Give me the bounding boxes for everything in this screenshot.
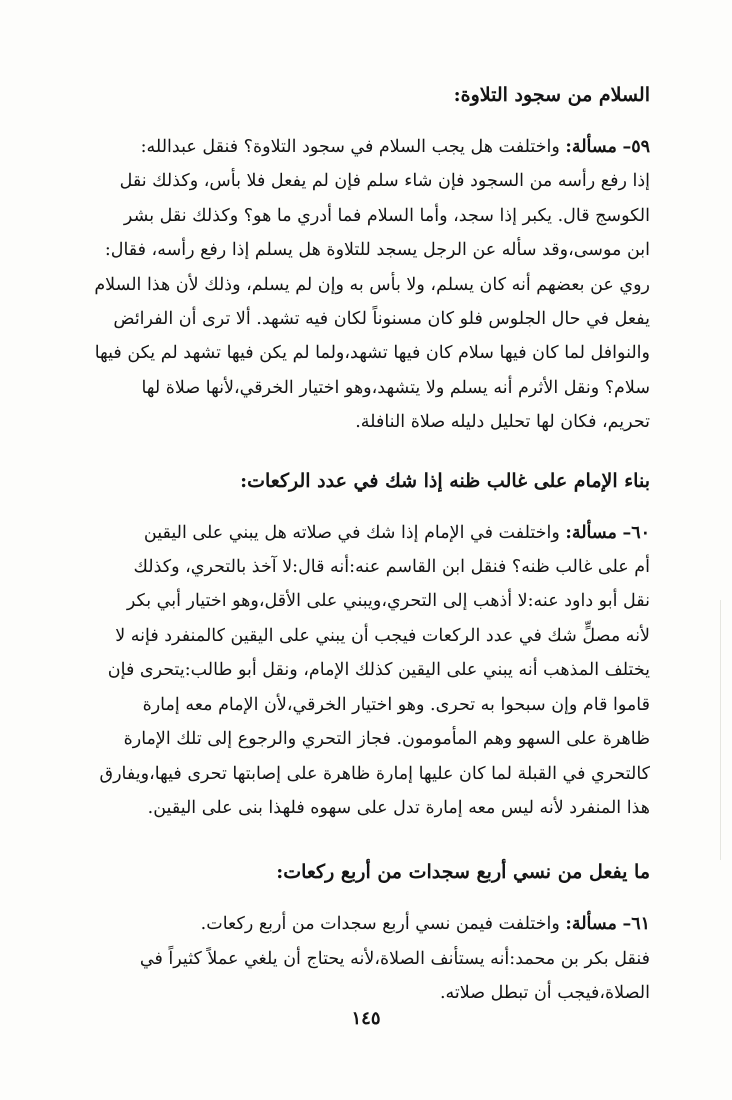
scan-edge-line: [720, 600, 721, 860]
text-line: [42, 907, 650, 941]
text-line: ظاهرة على السهو وهم المأمومون. فجاز التحري والرجوع إلى تلك الإمارة: [123, 729, 650, 750]
text-line: فنقل بكر بن محمد:أنه يستأنف الصلاة،لأنه يحتاج أن يلغي عملاً كثيراً في: [139, 948, 650, 969]
section-heading-imam-doubt: بناء الإمام على غالب ظنه إذا شك في عدد الركعات:: [240, 469, 650, 492]
page-content: [42, 78, 650, 1011]
text-line: يختلف المذهب أنه يبني على اليقين كذلك الإمام، ونقل أبو طالب:يتحرى فإن: [107, 660, 650, 681]
text-line: ابن موسى،وقد سأله عن الرجل يسجد للتلاوة هل يسلم إذا رفع رأسه، فقال:: [104, 240, 650, 261]
text-line: نقل أبو داود عنه:لا أذهب إلى التحري،ويبني على الأقل،وهو اختيار أبي بكر: [126, 591, 650, 612]
text-line: [42, 130, 650, 164]
line-text: واختلفت هل يجب السلام في سجود التلاوة؟ فنقل عبدالله:: [140, 137, 560, 157]
text-line: أم على غالب ظنه؟ فنقل ابن القاسم عنه:أنه قال:لا آخذ بالتحري، وكذلك: [133, 557, 650, 578]
paragraph-59: [42, 130, 650, 440]
text-line: تحريم، فكان لها تحليل دليله صلاة النافلة.: [355, 412, 650, 433]
text-line: قاموا قام وإن سبحوا به تحرى. وهو اختيار الخرقي،لأن الإمام معه إمارة: [142, 694, 650, 715]
issue-label: مسألة:: [565, 914, 617, 935]
issue-label: مسألة:: [565, 137, 617, 157]
paragraph-61-body: [42, 942, 650, 1011]
issue-number: ٦١–: [622, 914, 650, 935]
text-line: والنوافل لما كان فيها سلام كان فيها تشهد،ولما لم يكن فيها تشهد لم يكن فيها: [94, 343, 650, 364]
text-line: يفعل في حال الجلوس فلو كان مسنوناً لكان فيه تشهد. ألا ترى أن الفرائض: [113, 309, 650, 330]
line-text: واختلفت فيمن نسي أربع سجدات من أربع ركعات.: [200, 914, 560, 935]
issue-label: مسألة:: [565, 522, 617, 543]
text-line: الصلاة،فيجب أن تبطل صلاته.: [439, 983, 650, 1004]
line-text: واختلفت في الإمام إذا شك في صلاته هل يبني على اليقين: [143, 522, 560, 543]
paragraph-61: [42, 907, 650, 941]
text-line: لأنه مصلٍّ شك في عدد الركعات فيجب أن يبني على اليقين كالمنفرد فإنه لا: [115, 625, 650, 646]
issue-number: ٦٠–: [622, 522, 650, 543]
text-line: سلام؟ ونقل الأثرم أنه يسلم ولا يتشهد،وهو اختيار الخرقي،لأنها صلاة لها: [141, 377, 650, 398]
issue-number: ٥٩–: [622, 137, 650, 157]
text-line: إذا رفع رأسه من السجود فإن شاء سلم فإن لم يفعل فلا بأس، وكذلك نقل: [119, 171, 650, 192]
text-line: كالتحري في القبلة لما كان عليها إمارة ظاهرة على إصابتها تحرى فيها،ويفارق: [99, 763, 650, 784]
text-line: هذا المنفرد لأنه ليس معه إمارة تدل على سهوه فلهذا بنى على اليقين.: [147, 797, 650, 818]
paragraph-60: [42, 516, 650, 826]
section-heading-forgot-sajdat: ما يفعل من نسي أربع سجدات من أربع ركعات:: [276, 861, 650, 884]
section-heading-salam: السلام من سجود التلاوة:: [453, 84, 650, 106]
text-line: [42, 516, 650, 550]
text-line: روي عن بعضهم أنه كان يسلم، ولا بأس به وإن لم يسلم، وذلك لأن هذا السلام: [94, 274, 650, 295]
page-number: ١٤٥: [351, 1008, 381, 1029]
text-line: الكوسج قال. يكبر إذا سجد، وأما السلام فما أدري ما هو؟ وكذلك نقل بشر: [123, 205, 650, 226]
